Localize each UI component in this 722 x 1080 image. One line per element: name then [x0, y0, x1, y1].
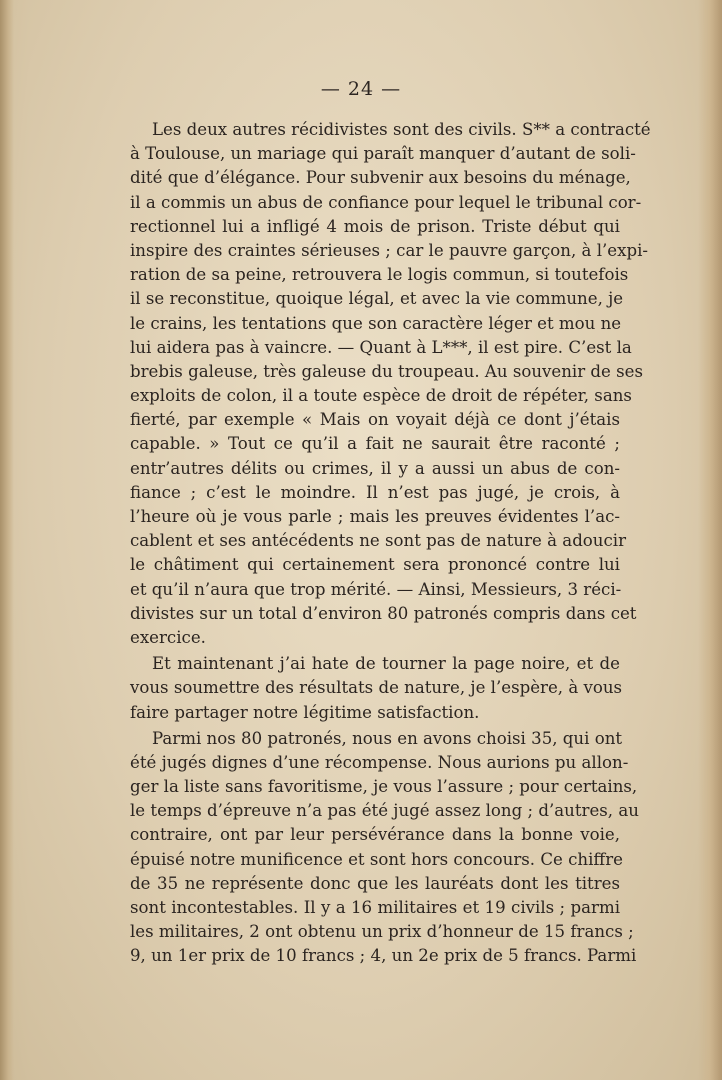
text-line: cablent et ses antécédents ne sont pas de nature à adoucir: [130, 531, 627, 551]
text-line: fiance ; c’est le moindre. Il n’est pas jugé, je crois, à: [130, 482, 620, 502]
text-line: 9, un 1er prix de 10 francs ; 4, un 2e prix de 5 francs. Parmi: [130, 946, 637, 966]
text-line: ger la liste sans favoritisme, je vous l’assure ; pour certains,: [130, 777, 638, 797]
text-line: et qu’il n’aura que trop mérité. — Ainsi, Messieurs, 3 réci-: [130, 579, 622, 599]
page-left-edge: [0, 0, 14, 1080]
text-line: faire partager notre légitime satisfaction.: [130, 702, 480, 722]
text-line: les militaires, 2 ont obtenu un prix d’honneur de 15 francs ;: [130, 922, 634, 942]
text-line: lui aidera pas à vaincre. — Quant à L***, il est pire. C’est la: [130, 337, 632, 357]
text-line: capable. » Tout ce qu’il a fait ne saurait être raconté ;: [130, 434, 620, 454]
text-line: exercice.: [130, 627, 206, 647]
text-line: rectionnel lui a infligé 4 mois de prison. Triste début qui: [130, 216, 620, 236]
text-line: il se reconstitue, quoique légal, et avec la vie commune, je: [130, 289, 624, 309]
text-line: l’heure où je vous parle ; mais les preuves évidentes l’ac-: [130, 507, 620, 526]
page-number: — 24 —: [320, 78, 402, 100]
text-line: brebis galeuse, très galeuse du troupeau. Au souvenir de ses: [130, 361, 643, 381]
text-line: ration de sa peine, retrouvera le logis commun, si toutefois: [130, 265, 629, 285]
text-line: dité que d’élégance. Pour subvenir aux besoins du ménage,: [130, 168, 631, 188]
text-line: il a commis un abus de confiance pour lequel le tribunal cor-: [130, 192, 642, 212]
text-line: épuisé notre munificence et sont hors concours. Ce chiffre: [130, 849, 623, 869]
text-line: contraire, ont par leur persévérance dans la bonne voie,: [130, 825, 620, 845]
paragraph-2: [130, 652, 623, 725]
text-line: sont incontestables. Il y a 16 militaires et 19 civils ; parmi: [130, 898, 620, 917]
text-line: à Toulouse, un mariage qui paraît manquer d’autant de soli-: [130, 144, 636, 164]
text-line: le crains, les tentations que son caractère léger et mou ne: [130, 313, 622, 333]
text-line: Et maintenant j’ai hate de tourner la page noire, et de: [152, 654, 620, 674]
text-line: divistes sur un total d’environ 80 patronés compris dans cet: [130, 603, 637, 623]
text-line: exploits de colon, il a toute espèce de droit de répéter, sans: [130, 386, 632, 406]
body-text: [130, 118, 651, 969]
text-line: inspire des craintes sérieuses ; car le pauvre garçon, à l’expi-: [130, 240, 648, 260]
text-line: le temps d’épreuve n’a pas été jugé assez long ; d’autres, au: [130, 801, 639, 821]
text-line: fierté, par exemple « Mais on voyait déjà ce dont j’étais: [130, 410, 620, 430]
text-line: Les deux autres récidivistes sont des civils. S** a contracté: [152, 120, 651, 139]
text-line: Parmi nos 80 patronés, nous en avons choisi 35, qui ont: [152, 728, 623, 748]
text-line: entr’autres délits ou crimes, il y a aussi un abus de con-: [130, 458, 620, 478]
page-right-edge: [698, 0, 722, 1080]
paragraph-1: [130, 118, 651, 650]
text-line: été jugés dignes d’une récompense. Nous aurions pu allon-: [130, 752, 629, 772]
text-line: de 35 ne représente donc que les lauréats dont les titres: [130, 873, 620, 893]
text-line: le châtiment qui certainement sera prononcé contre lui: [130, 555, 620, 575]
paragraph-3: [130, 727, 639, 969]
text-line: vous soumettre des résultats de nature, je l’espère, à vous: [130, 678, 623, 698]
